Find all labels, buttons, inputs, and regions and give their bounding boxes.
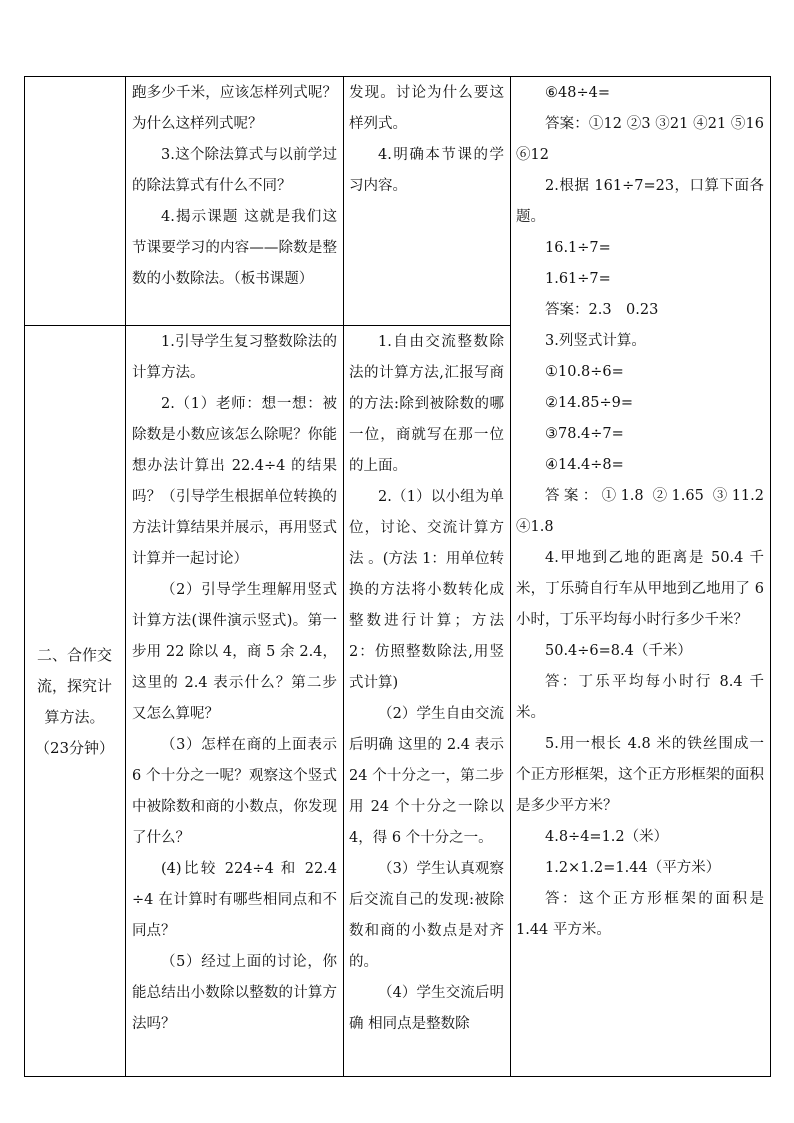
exercise-line: ①10.8÷6= [545,364,624,380]
teacher-text: 1.引导学生复习整数除法的计算方法。 [132,334,337,381]
stage-label-line: 二、合作交 [36,646,112,664]
stage-label-line: 流，探究计 [36,677,112,695]
column-divider-2 [343,76,344,1077]
teacher-text: 3.这个除法算式与以前学过的除法算式有什么不同？ [132,147,337,194]
exercise-line: 3.列竖式计算。 [545,333,646,349]
student-text: （2）学生自由交流后明确 这里的 2.4 表示 24 个十分之一，第二步用 24 个十分之一除以 4，得 6 个十分之一。 [349,706,504,846]
exercise-line: 4.甲地到乙地的距离是 50.4 千米，丁乐骑自行车从甲地到乙地用了 6 小时，丁乐平均每小时行多少千米？ [516,550,764,628]
column-divider-1 [125,76,126,1077]
table-top-border [24,76,771,77]
exercise-line: 答：这个正方形框架的面积是 1.44 平方米。 [516,891,764,938]
teacher-text: (4)比较 224÷4 和 22.4 ÷4 在计算时有哪些相同点和不同点？ [132,861,337,939]
exercise-line: 1.2×1.2=1.44（平方米） [545,860,721,876]
exercise-line: 4.8÷4=1.2（米） [545,829,669,845]
teacher-text: （5）经过上面的讨论，你能总结出小数除以整数的计算方法吗？ [132,954,337,1032]
exercise-line: 答案：①1.8 ②1.65 ③11.2 ④1.8 [516,488,764,535]
teacher-text: 4.揭示课题 这就是我们这节课要学习的内容——除数是整数的小数除法。（板书课题） [132,209,337,287]
table-right-border [770,76,771,1077]
table-left-border [24,76,25,1077]
exercise-line: ④14.4÷8= [545,457,624,473]
exercise-line: ②14.85÷9= [545,395,634,411]
teacher-text: 跑多少千米，应该怎样列式呢？为什么这样列式呢？ [132,85,337,132]
teacher-text: （2）引导学生理解用竖式计算方法(课件演示竖式)。第一步用 22 除以 4，商 5 余 2.4，这里的 2.4 表示什么？第二步又怎么算呢？ [132,582,337,722]
exercise-line: ⑥48÷4= [545,85,610,101]
exercise-line: 答：丁乐平均每小时行 8.4 千米。 [516,674,764,721]
student-text: 4.明确本节课的学习内容。 [349,147,504,194]
exercise-line: 16.1÷7= [545,240,611,256]
exercise-line: 1.61÷7= [545,271,611,287]
exercises-cell [516,78,764,946]
student-text: 发现。讨论为什么要这样列式。 [349,85,504,132]
exercise-line: 答案：2.3 0.23 [545,302,659,318]
student-text: （4）学生交流后明确 相同点是整数除 [349,985,504,1032]
row-divider-left [24,325,511,326]
student-activity-cell-row1 [349,78,504,202]
stage-label-line: 算方法。 [44,708,105,726]
teacher-text: （3）怎样在商的上面表示 6 个十分之一呢？观察这个竖式中被除数和商的小数点，你发现了什么？ [132,737,337,846]
exercise-line: 50.4÷6=8.4（千米） [545,643,692,659]
student-text: 1.自由交流整数除法的计算方法,汇报写商的方法:除到被除数的哪一位，商就写在那一位的上面。 [349,334,504,474]
exercise-line: ③78.4÷7= [545,426,624,442]
column-divider-3 [510,76,511,1077]
exercise-line: 2.根据 161÷7=23，口算下面各题。 [516,178,764,225]
teacher-activity-cell-row1 [132,78,337,295]
table-bottom-border [24,1076,771,1077]
student-text: （3）学生认真观察后交流自己的发现:被除数和商的小数点是对齐的。 [349,861,504,970]
teacher-activity-cell-row2 [132,327,337,1040]
stage-label-cell [24,640,125,764]
student-activity-cell-row2 [349,327,504,1040]
exercise-line: 5.用一根长 4.8 米的铁丝围成一个正方形框架，这个正方形框架的面积是多少平方米？ [516,736,764,814]
teacher-text: 2.（1）老师：想一想：被除数是小数应该怎么除呢？你能想办法计算出 22.4÷4 的结果吗？（引导学生根据单位转换的方法计算结果并展示，再用竖式计算并一起讨论） [132,396,337,567]
exercise-line: 答案：①12 ②3 ③21 ④21 ⑤16 ⑥12 [516,116,764,163]
stage-label-line: （23分钟） [34,739,115,757]
student-text: 2.（1）以小组为单位，讨论、交流计算方法 。(方法 1：用单位转换的方法将小数转化成整数进行计算；方法 2：仿照整数除法,用竖式计算) [349,489,504,691]
